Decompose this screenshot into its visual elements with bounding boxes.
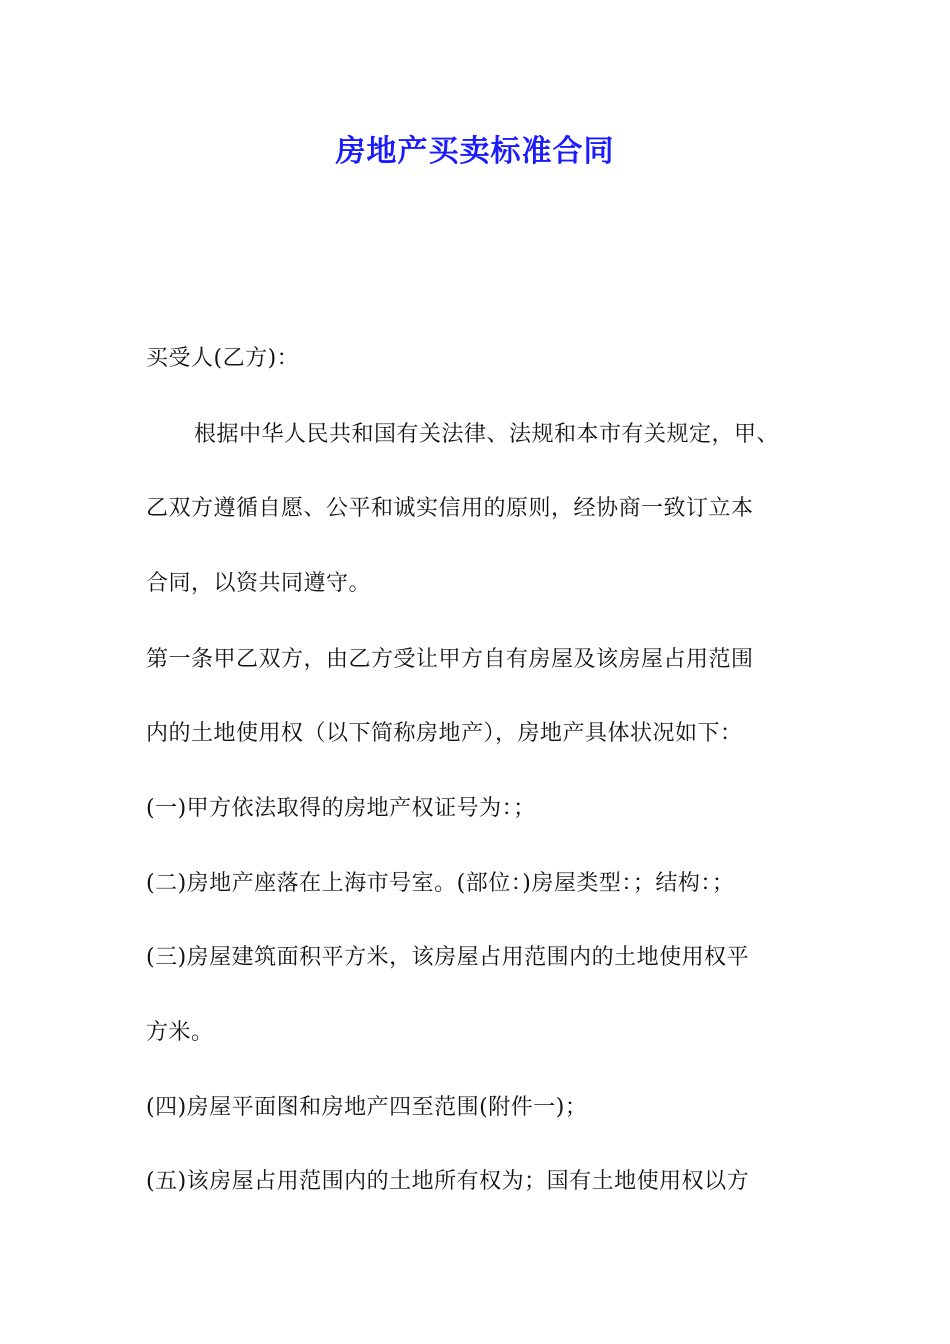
preamble-line-3: 合同，以资共同遵守。 [146, 571, 372, 596]
preamble-line-1: 根据中华人民共和国有关法律、法规和本市有关规定，甲、 [194, 422, 780, 447]
buyer-line: 买受人(乙方)： [146, 346, 300, 371]
article-one-line-2: 内的土地使用权（以下简称房地产），房地产具体状况如下： [146, 721, 743, 746]
item-four-line: (四)房屋平面图和房地产四至范围(附件一)； [146, 1095, 588, 1120]
document-title: 房地产买卖标准合同 [335, 134, 615, 169]
item-two-line: (二)房地产座落在上海市号室。(部位：)房屋类型：；结构：； [146, 871, 735, 896]
preamble-line-2: 乙双方遵循自愿、公平和诚实信用的原则，经协商一致订立本 [146, 496, 754, 521]
item-three-line-1: (三)房屋建筑面积平方米，该房屋占用范围内的土地使用权平 [146, 945, 750, 970]
item-one-line: (一)甲方依法取得的房地产权证号为：； [146, 796, 536, 821]
item-five-line: (五)该房屋占用范围内的土地所有权为；国有土地使用权以方 [146, 1169, 750, 1194]
article-one-line-1: 第一条甲乙双方，由乙方受让甲方自有房屋及该房屋占用范围 [146, 647, 754, 672]
item-three-line-2: 方米。 [146, 1020, 214, 1045]
